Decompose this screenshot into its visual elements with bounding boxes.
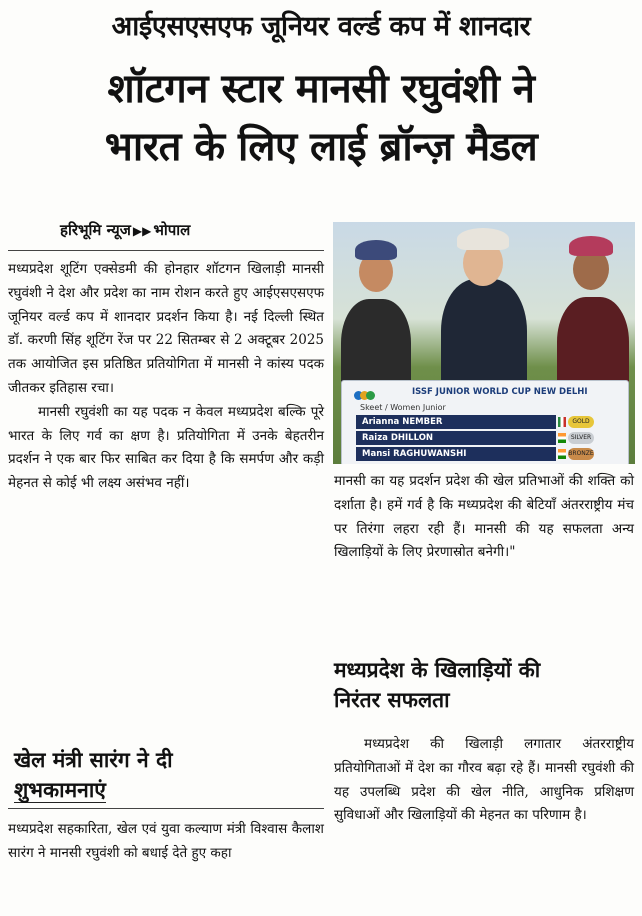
issf-logo-icon xyxy=(354,385,382,399)
india-flag-icon xyxy=(558,449,566,459)
result-row-3: Mansi RAGHUWANSHI xyxy=(356,447,556,461)
article-left-column-bottom xyxy=(8,818,324,866)
article-right-column-bottom xyxy=(334,733,634,828)
italy-flag-icon xyxy=(558,417,566,427)
athlete-left-cap xyxy=(355,240,397,260)
paragraph-1: मध्यप्रदेश शूटिंग एक्सेडमी की होनहार शॉटगन खिलाड़ी मानसी रघुवंशी ने देश और प्रदेश का नाम रोशन करते हुए आईएसएसएफ जूनियर वर्ल्ड कप में शानदार प्रदर्शन किया है। नई दिल्ली स्थित डॉ. करणी सिंह शूटिंग रेंज पर 22 सितम्बर से 2 अक्टूबर 2025 तक आयोजित इस प्रतिष्ठित प्रतियोगिता में मानसी ने कांस्य पदक जीतकर इतिहास रचा। xyxy=(8,261,324,396)
bronze-medal-badge: BRONZE xyxy=(568,448,594,460)
byline-source: हरिभूमि न्यूज xyxy=(60,221,131,239)
board-event: Skeet / Women Junior xyxy=(360,403,446,412)
main-headline xyxy=(0,60,642,176)
subheading-minister xyxy=(14,745,173,805)
subheading-minister-line-2: शुभकामनाएं xyxy=(14,778,106,802)
subheading-success-line-2: निरंतर सफलता xyxy=(334,688,450,712)
paragraph-3: मध्यप्रदेश सहकारिता, खेल एवं युवा कल्याण मंत्री विश्वास कैलाश सारंग ने मानसी रघुवंशी को बधाई देते हुए कहा xyxy=(8,821,324,861)
paragraph-2: मानसी रघुवंशी का यह पदक न केवल मध्यप्रदेश बल्कि पूरे भारत के लिए गर्व का क्षण है। प्रतियोगिता में उनके बेहतरीन प्रदर्शन ने एक बार फिर साबित कर दिया है कि समर्पण और कड़ी मेहनत से कोई भी लक्ष्य असंभव नहीं। xyxy=(8,403,324,492)
result-row-1: Arianna NEMBER xyxy=(356,415,556,429)
headline-line-2: भारत के लिए लाई ब्रॉन्ज़ मैडल xyxy=(104,124,538,170)
subheading-minister-line-1: खेल मंत्री सारंग ने दी xyxy=(14,748,173,772)
article-right-column xyxy=(334,470,634,565)
paragraph-5: मध्यप्रदेश की खिलाड़ी लगातार अंतरराष्ट्रीय प्रतियोगिताओं में देश का गौरव बढ़ा रहे हैं। मानसी रघुवंशी की यह उपलब्धि प्रदेश की खेल नीति, आधुनिक प्रशिक्षण सुविधाओं और खिलाड़ियों की मेहनत का परिणाम है। xyxy=(334,736,634,824)
india-flag-icon xyxy=(558,433,566,443)
athlete-center-cap xyxy=(457,228,509,250)
headline-line-1: शॉटगन स्टार मानसी रघुवंशी ने xyxy=(107,66,535,112)
athlete-right-cap xyxy=(569,236,613,256)
paragraph-4: मानसी का यह प्रदर्शन प्रदेश की खेल प्रतिभाओं की शक्ति को दर्शाता है। हमें गर्व है कि मध्यप्रदेश की बेटियाँ अंतरराष्ट्रीय मंच पर तिरंगा लहरा रही हैं। मानसी की यह सफलता अन्य खिलाड़ियों के लिए प्रेरणास्रोत बनेगी।" xyxy=(334,473,634,561)
article-left-column xyxy=(8,258,324,496)
podium-photo xyxy=(333,222,635,464)
results-board xyxy=(341,380,629,464)
byline-arrows: ▶▶ xyxy=(132,224,152,238)
kicker-headline: आईएसएसएफ जूनियर वर्ल्ड कप में शानदार xyxy=(111,11,531,42)
subheading-rule xyxy=(8,808,324,809)
subheading-success-line-1: मध्यप्रदेश के खिलाड़ियों की xyxy=(334,658,541,682)
board-title: ISSF JUNIOR WORLD CUP NEW DELHI xyxy=(412,387,588,397)
byline xyxy=(60,220,190,240)
silver-medal-badge: SILVER xyxy=(568,432,594,444)
byline-place: भोपाल xyxy=(153,221,191,239)
gold-medal-badge: GOLD xyxy=(568,416,594,428)
result-row-2: Raiza DHILLON xyxy=(356,431,556,445)
subheading-success xyxy=(334,655,540,715)
byline-rule xyxy=(8,250,324,251)
